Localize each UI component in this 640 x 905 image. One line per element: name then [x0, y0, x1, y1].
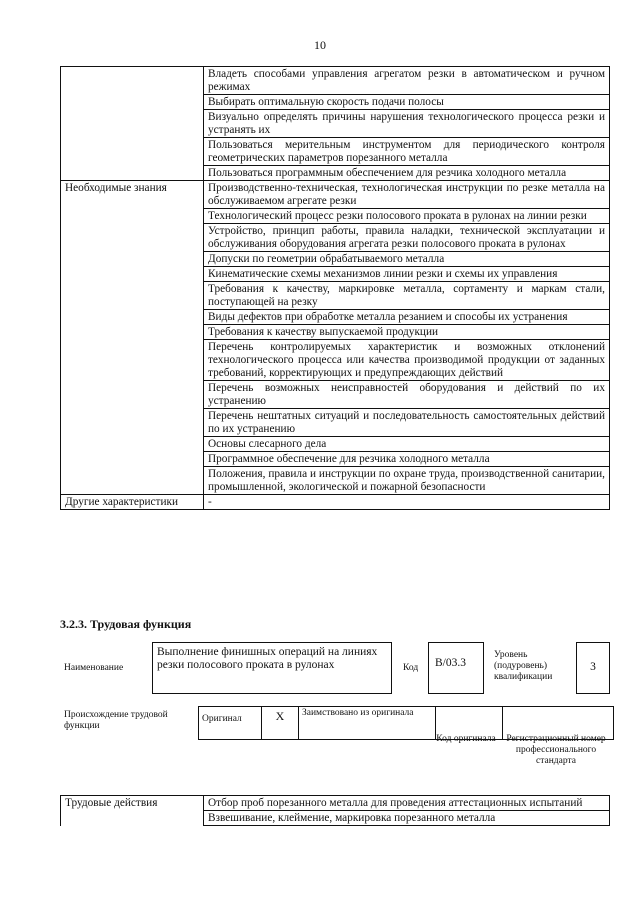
row-text: Технологический процесс резки полосового проката в рулонах на линии резки: [204, 209, 610, 224]
row-text: Визуально определять причины нарушения технологического процесса резки и устранять их: [204, 110, 610, 138]
row-text: Основы слесарного дела: [204, 437, 610, 452]
page-number: 10: [314, 38, 326, 52]
table-row: [61, 796, 610, 811]
row-text: Перечень возможных неисправностей оборудования и действий по их устранению: [204, 381, 610, 409]
row-text: -: [204, 495, 610, 510]
row-text: Требования к качеству выпускаемой продукции: [204, 325, 610, 340]
action-text: Взвешивание, клеймение, маркировка порезанного металла: [204, 811, 610, 826]
actions-table: [60, 795, 610, 826]
table-row: [61, 67, 610, 95]
row-text: Пользоваться мерительным инструментом для периодического контроля геометрических параметров порезанного металла: [204, 138, 610, 166]
row-text: Кинематические схемы механизмов линии резки и схемы их управления: [204, 267, 610, 282]
function-name-value: Выполнение финишных операций на линиях резки полосового проката в рулонах: [157, 646, 378, 671]
row-label: [61, 67, 204, 181]
level-value: 3: [590, 661, 596, 673]
row-text: Допуски по геометрии обрабатываемого металла: [204, 252, 610, 267]
original-mark: X: [262, 707, 299, 740]
row-text: Виды дефектов при обработке металла резанием и способы их устранения: [204, 310, 610, 325]
row-text: Устройство, принцип работы, правила наладки, технической эксплуатации и обслуживания оборудования агрегата резки полосового проката в рулонах: [204, 224, 610, 252]
borrowed-label: Заимствовано из оригинала: [299, 707, 436, 740]
row-text: Пользоваться программным обеспечением для резчика холодного металла: [204, 166, 610, 181]
function-name-box: [152, 642, 392, 694]
level-label: Уровень (подуровень) квалификации: [494, 650, 553, 682]
code-value: В/03.3: [435, 657, 466, 669]
row-text: Программное обеспечение для резчика холодного металла: [204, 452, 610, 467]
table-row: [61, 495, 610, 510]
name-label: Наименование: [64, 663, 124, 673]
section-title: 3.2.3. Трудовая функция: [60, 617, 192, 631]
row-text: Перечень контролируемых характеристик и возможных отклонений технологического процесса или качества производимой продукции от заданных требований, корректирующих и предупреждающих действий: [204, 340, 610, 381]
reg-number-caption: Регистрационный номер профессионального стандарта: [506, 734, 606, 766]
code-box: [428, 642, 484, 694]
row-text: Перечень нештатных ситуаций и последовательность самостоятельных действий по их устранению: [204, 409, 610, 437]
code-label: Код: [403, 663, 419, 673]
row-text: Требования к качеству, маркировке металла, сортаменту и маркам стали, поступающей на резку: [204, 282, 610, 310]
table-row: [61, 181, 610, 209]
row-text: Выбирать оптимальную скорость подачи полосы: [204, 95, 610, 110]
row-label: Другие характеристики: [61, 495, 204, 510]
level-box: [576, 642, 610, 694]
actions-label: Трудовые действия: [61, 796, 204, 826]
original-label: Оригинал: [199, 707, 262, 740]
code-original-caption: Код оригинала: [436, 734, 496, 744]
action-text: Отбор проб порезанного металла для проведения аттестационных испытаний: [204, 796, 610, 811]
row-text: Положения, правила и инструкции по охране труда, производственной санитарии, промышленной, экологической и пожарной безопасности: [204, 467, 610, 495]
row-text: Владеть способами управления агрегатом резки в автоматическом и ручном режимах: [204, 67, 610, 95]
origin-label: Происхождение трудовой функции: [64, 710, 168, 731]
row-text: Производственно-техническая, технологическая инструкции по резке металла на обслуживаемом агрегате резки: [204, 181, 610, 209]
requirements-table: [60, 66, 610, 510]
row-label: Необходимые знания: [61, 181, 204, 495]
